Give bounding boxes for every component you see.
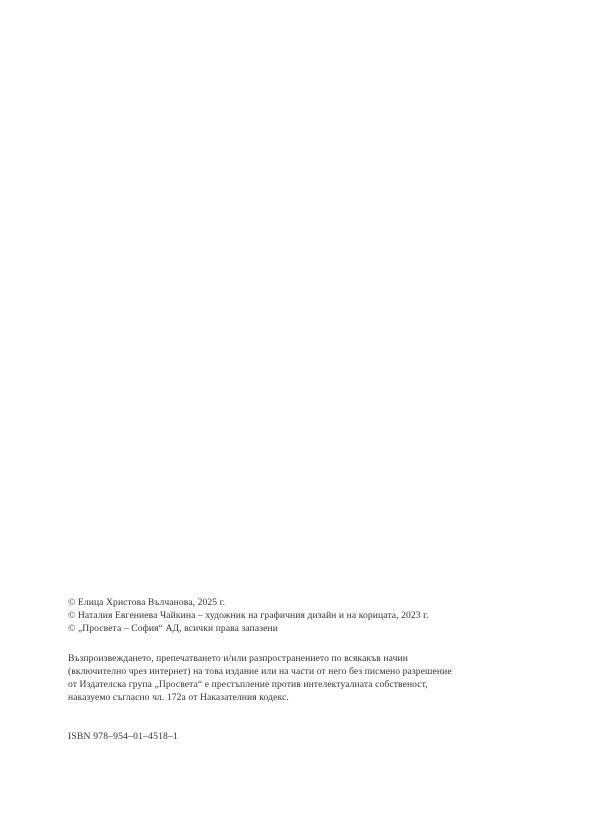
copyright-line-author: © Елица Христова Вълчанова, 2025 г. <box>68 597 226 608</box>
copyright-line-designer: © Наталия Евгениева Чайкина – художник на графичния дизайн и на корицата, 2023 г. <box>68 610 429 622</box>
copyright-notice-list <box>68 596 514 636</box>
rights-paragraph-line-3: от Издателска група „Просвета“ е престъпление против интелектуалната собственост, <box>68 679 428 691</box>
rights-paragraph-line-2: (включително чрез интернет) на това издание или на части от него без писмено разрешение <box>68 665 452 677</box>
rights-paragraph-line-4: наказуемо съгласно чл. 172а от Наказателния кодекс. <box>68 692 289 704</box>
rights-paragraph-line-1: Възпроизвеждането, препечатването и/или разпространението по всякакъв начин <box>68 652 409 664</box>
imprint-block <box>68 596 514 744</box>
isbn-number: ISBN 978–954–01–4518–1 <box>68 731 179 743</box>
copyright-line-publisher: © „Просвета – София“ АД, всички права запазени <box>68 623 278 635</box>
rights-reserved-paragraph <box>68 652 514 705</box>
